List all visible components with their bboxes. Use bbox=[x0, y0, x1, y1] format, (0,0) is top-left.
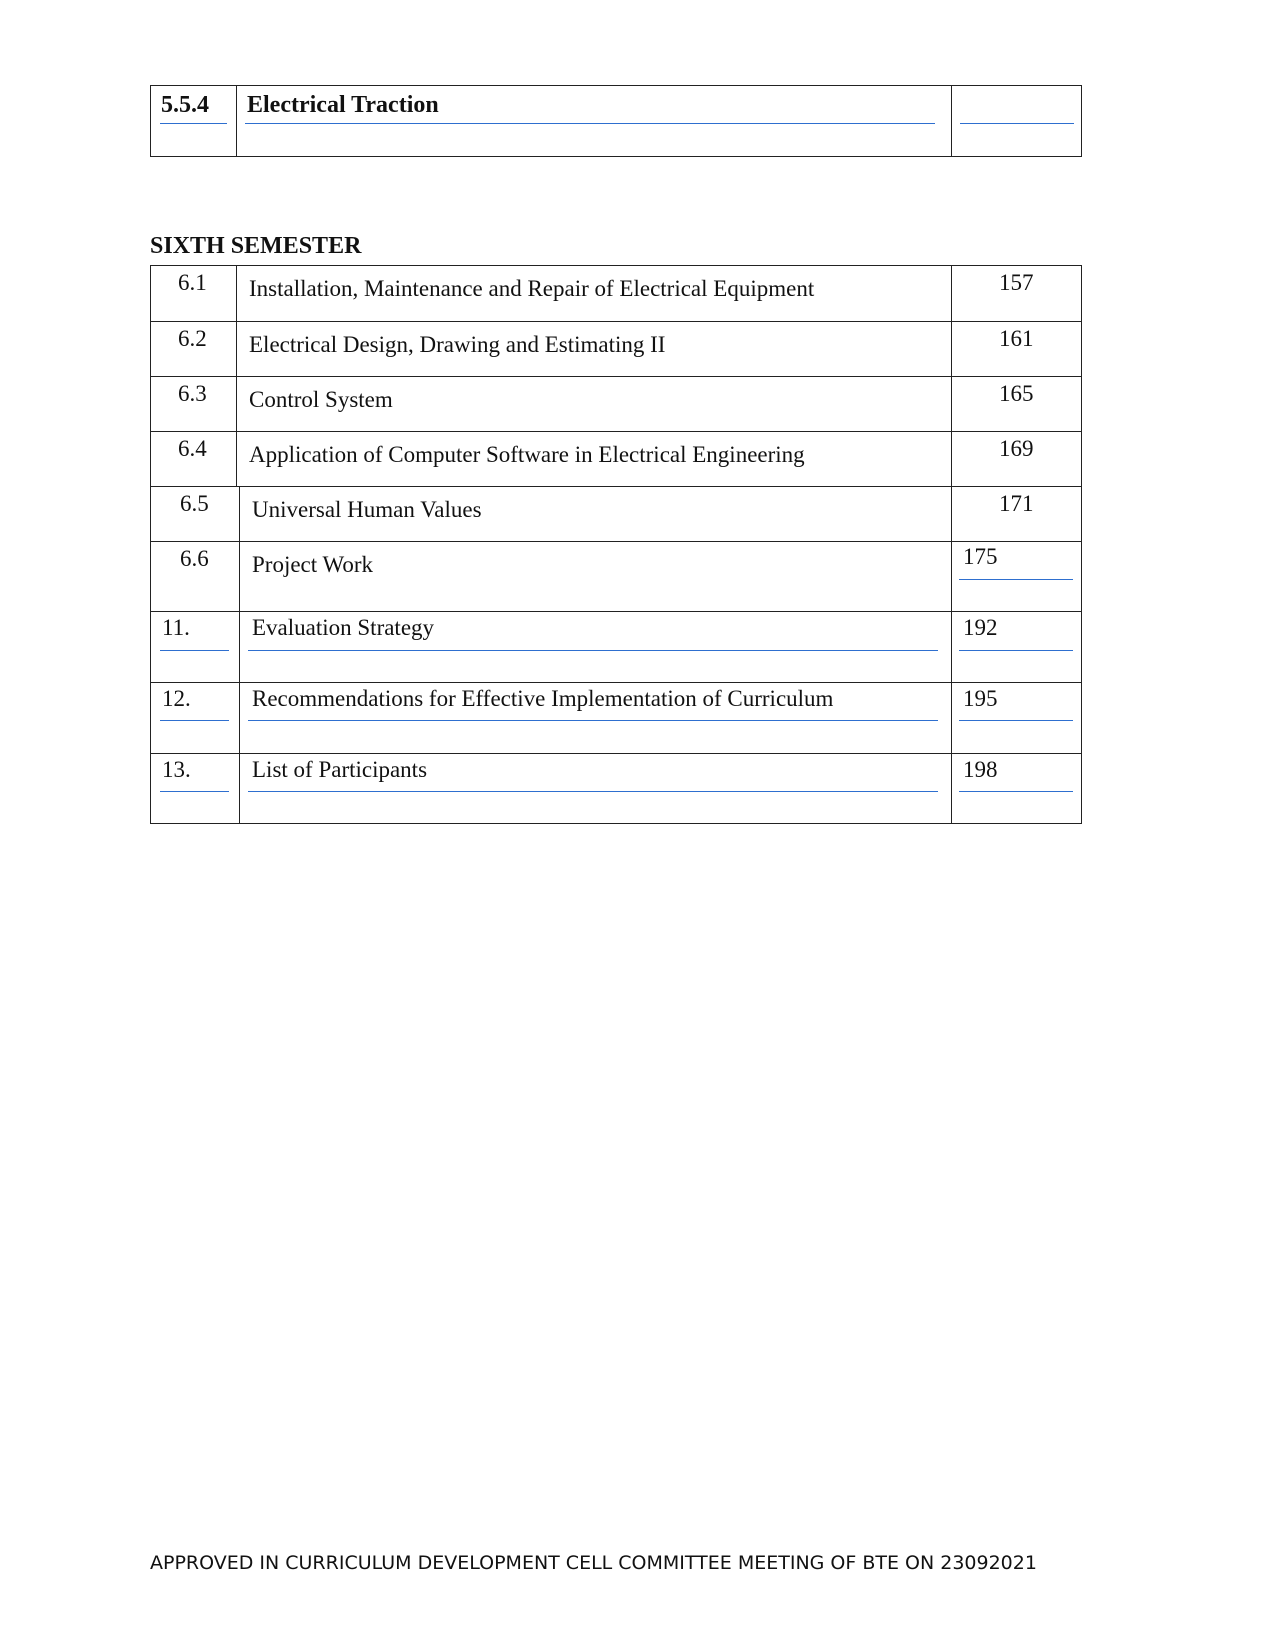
toc-row-number: 13. bbox=[162, 757, 191, 782]
toc-row-number: 11. bbox=[162, 615, 190, 640]
toc-row-page: 169 bbox=[999, 436, 1034, 461]
toc-row-page: 171 bbox=[999, 491, 1034, 516]
link-underline bbox=[248, 650, 938, 651]
section-heading: SIXTH SEMESTER bbox=[150, 233, 362, 259]
link-underline bbox=[248, 791, 938, 792]
toc-row-page: 195 bbox=[963, 686, 998, 711]
toc-row[interactable] bbox=[151, 611, 1081, 682]
toc-row-title: Application of Computer Software in Electrical Engineering bbox=[249, 442, 805, 467]
toc-row-title: Electrical Traction bbox=[247, 92, 439, 118]
link-underline bbox=[959, 650, 1073, 651]
toc-table-top bbox=[150, 85, 1082, 157]
toc-row-page: 161 bbox=[999, 326, 1034, 351]
toc-row[interactable] bbox=[151, 86, 1081, 156]
toc-row-title: Project Work bbox=[252, 552, 374, 577]
toc-row-title: Installation, Maintenance and Repair of Electrical Equipment bbox=[249, 276, 815, 301]
toc-row-title: Control System bbox=[249, 387, 393, 412]
toc-row-page: 165 bbox=[999, 381, 1034, 406]
page-footer: APPROVED IN CURRICULUM DEVELOPMENT CELL COMMITTEE MEETING OF BTE ON 23092021 bbox=[150, 1552, 1037, 1574]
toc-table-sixth-semester bbox=[150, 265, 1082, 824]
link-underline bbox=[959, 720, 1073, 721]
toc-row-number: 6.6 bbox=[180, 546, 209, 571]
link-underline bbox=[160, 791, 229, 792]
toc-row-number: 6.4 bbox=[178, 436, 207, 461]
link-underline bbox=[245, 123, 935, 124]
toc-row[interactable] bbox=[151, 431, 1081, 486]
toc-row-number: 6.3 bbox=[178, 381, 207, 406]
toc-row[interactable] bbox=[151, 753, 1081, 823]
toc-row-title: Evaluation Strategy bbox=[252, 615, 435, 640]
link-underline bbox=[248, 720, 938, 721]
toc-row-title: Universal Human Values bbox=[252, 497, 482, 522]
toc-row[interactable] bbox=[151, 321, 1081, 376]
link-underline bbox=[160, 123, 227, 124]
toc-row-title: List of Participants bbox=[252, 757, 428, 782]
toc-row-number: 6.1 bbox=[178, 270, 207, 295]
toc-row[interactable] bbox=[151, 486, 1081, 541]
toc-row-number: 6.2 bbox=[178, 326, 207, 351]
toc-row-page: 198 bbox=[963, 757, 998, 782]
toc-row-number: 12. bbox=[162, 686, 191, 711]
toc-row[interactable] bbox=[151, 266, 1081, 321]
toc-row-page: 157 bbox=[999, 270, 1034, 295]
toc-row[interactable] bbox=[151, 376, 1081, 431]
toc-row[interactable] bbox=[151, 541, 1081, 611]
toc-row-page: 192 bbox=[963, 615, 998, 640]
link-underline bbox=[160, 720, 229, 721]
toc-row[interactable] bbox=[151, 682, 1081, 753]
toc-row-title: Recommendations for Effective Implementation of Curriculum bbox=[252, 686, 834, 711]
link-underline bbox=[959, 579, 1073, 580]
link-underline bbox=[160, 650, 229, 651]
link-underline bbox=[959, 791, 1073, 792]
toc-row-page: 175 bbox=[963, 544, 998, 569]
link-underline bbox=[960, 123, 1074, 124]
toc-row-number: 5.5.4 bbox=[161, 92, 209, 118]
toc-row-title: Electrical Design, Drawing and Estimating II bbox=[249, 332, 666, 357]
toc-row-number: 6.5 bbox=[180, 491, 209, 516]
